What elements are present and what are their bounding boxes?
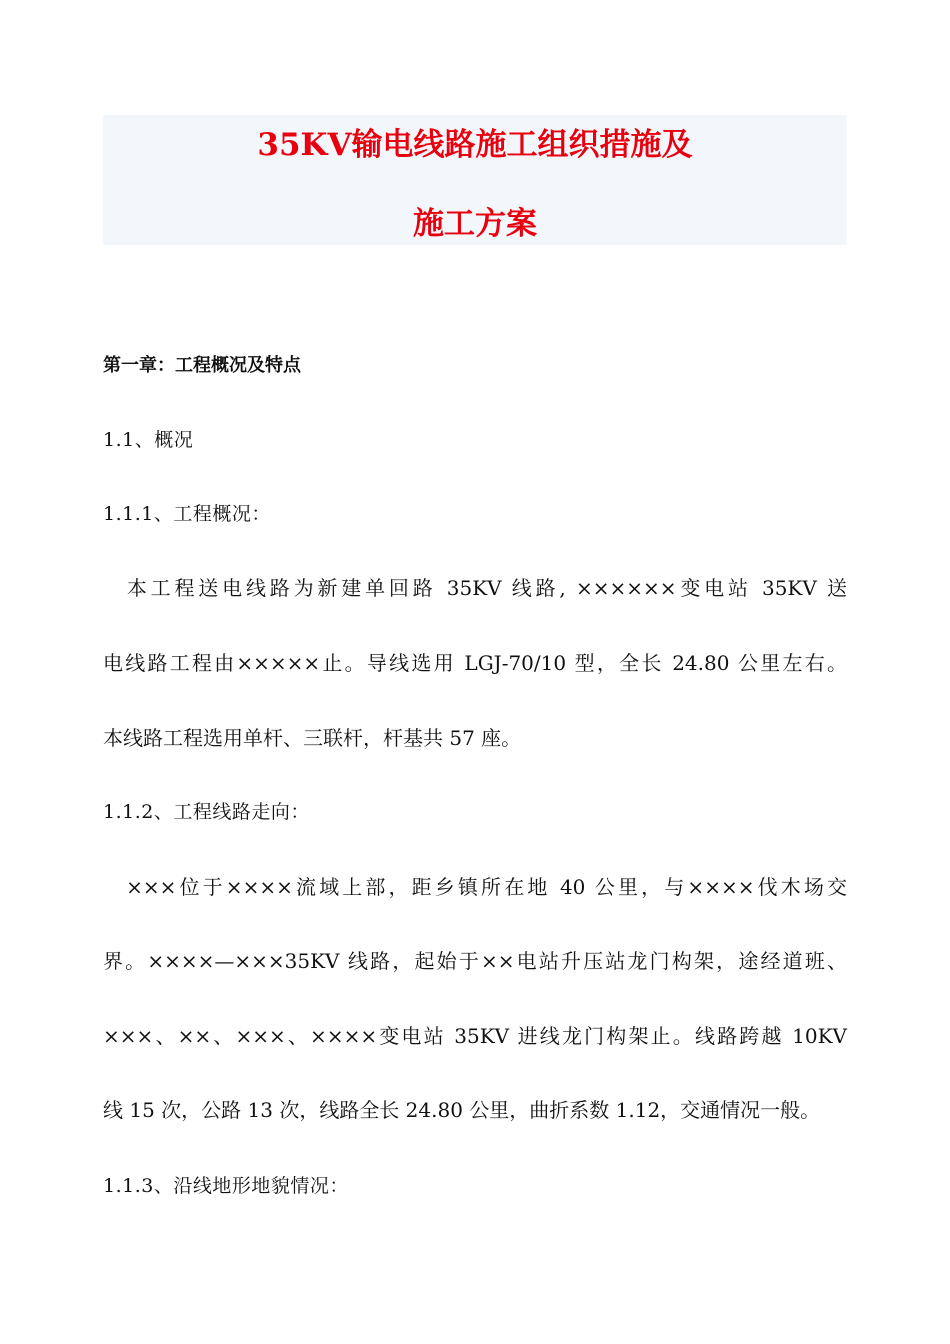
section-heading-1-1-1: 1.1.1、工程概况：: [103, 503, 271, 525]
paragraph-line: 电线路工程由×××××止。导线选用 LGJ-70/10 型，全长 24.80 公里左右。: [103, 651, 847, 675]
paragraph-line: 本工程送电线路为新建单回路 35KV 线路, ××××××变电站 35KV 送: [103, 576, 847, 600]
paragraph-line: ×××、××、×××、××××变电站 35KV 进线龙门构架止。线路跨越 10KV: [103, 1024, 847, 1048]
document-title-line-1: 35KV输电线路施工组织措施及: [257, 127, 693, 163]
paragraph-line: 界。××××—×××35KV 线路，起始于××电站升压站龙门构架，途经道班、: [103, 949, 847, 973]
chapter-heading: 第一章：工程概况及特点: [103, 355, 301, 376]
document-title-line-2: 施工方案: [413, 206, 537, 242]
section-heading-1-1-3: 1.1.3、沿线地形地貌情况：: [103, 1175, 349, 1197]
title-block: [103, 115, 847, 245]
paragraph-line: ×××位于××××流域上部，距乡镇所在地 40 公里，与××××伐木场交: [103, 875, 847, 899]
paragraph-line: 本线路工程选用单杆、三联杆，杆基共 57 座。: [103, 726, 522, 750]
paragraph-line: 线 15 次，公路 13 次，线路全长 24.80 公里，曲折系数 1.12，交通情况一般。: [103, 1098, 821, 1122]
section-heading-1-1-2: 1.1.2、工程线路走向：: [103, 801, 310, 823]
section-heading-1-1: 1.1、概况: [103, 429, 194, 451]
